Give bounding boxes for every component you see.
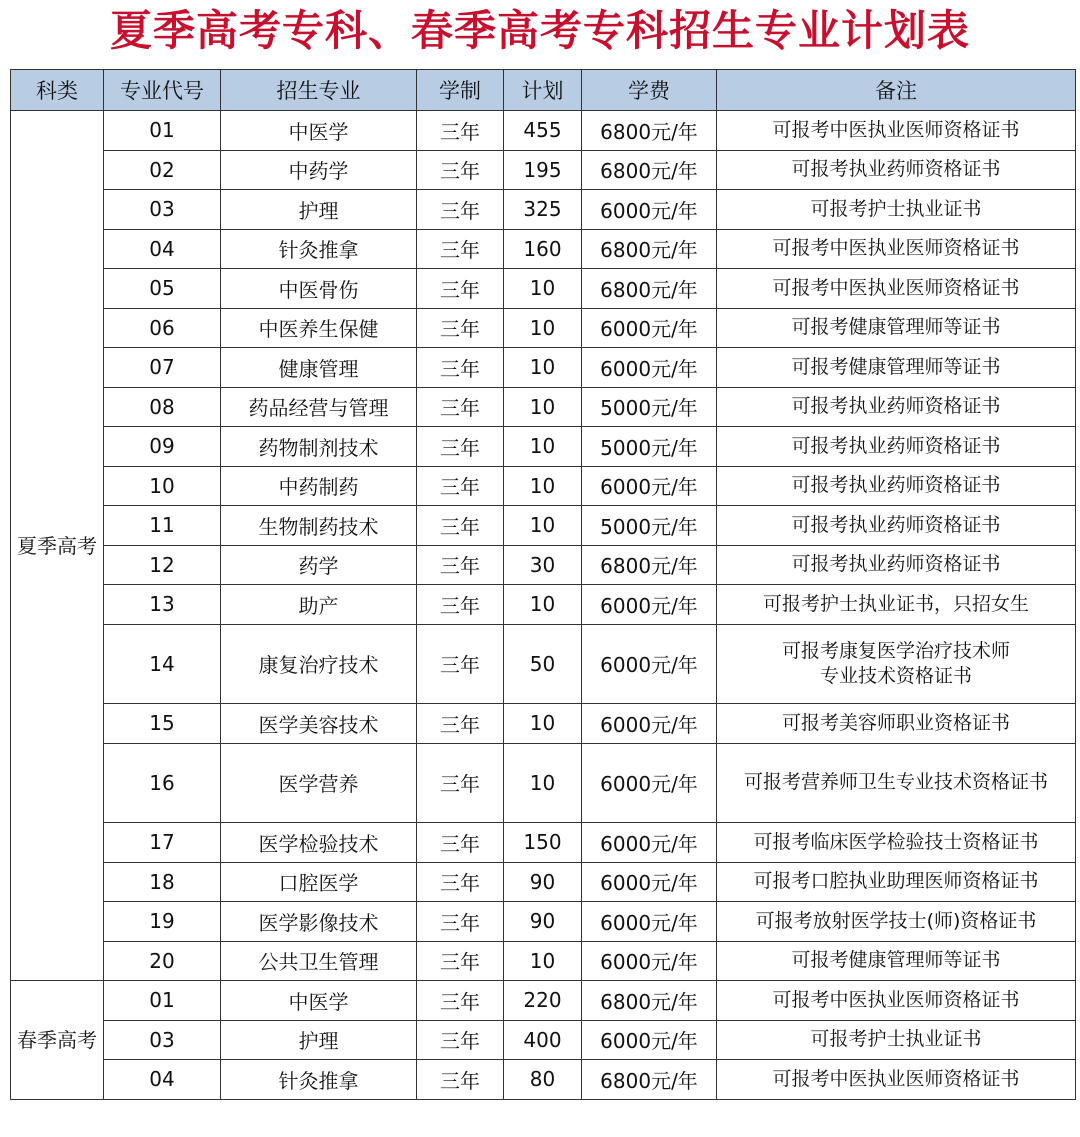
table-row — [11, 981, 1076, 1021]
plan-cell: 325 — [504, 190, 582, 230]
plan-cell: 220 — [504, 981, 582, 1021]
code-cell: 20 — [104, 941, 221, 981]
major-cell: 中医学 — [221, 111, 417, 151]
plan-cell: 400 — [504, 1020, 582, 1060]
table-row — [11, 823, 1076, 863]
column-header-code: 专业代号 — [104, 70, 221, 111]
code-cell: 18 — [104, 862, 221, 902]
plan-cell: 10 — [504, 743, 582, 823]
major-cell: 针灸推拿 — [221, 1060, 417, 1100]
fee-cell: 6800元/年 — [582, 981, 717, 1021]
major-cell: 医学影像技术 — [221, 902, 417, 942]
years-cell: 三年 — [417, 624, 504, 704]
remark-cell: 可报考护士执业证书，只招女生 — [717, 585, 1076, 625]
fee-cell: 5000元/年 — [582, 427, 717, 467]
table-row — [11, 1060, 1076, 1100]
fee-cell: 6000元/年 — [582, 743, 717, 823]
fee-cell: 6000元/年 — [582, 902, 717, 942]
remark-cell: 可报考健康管理师等证书 — [717, 308, 1076, 348]
table-row — [11, 545, 1076, 585]
code-cell: 14 — [104, 624, 221, 704]
plan-cell: 10 — [504, 387, 582, 427]
plan-cell: 10 — [504, 308, 582, 348]
remark-cell: 可报考执业药师资格证书 — [717, 387, 1076, 427]
remark-cell: 可报考执业药师资格证书 — [717, 545, 1076, 585]
table-row — [11, 743, 1076, 823]
major-cell: 助产 — [221, 585, 417, 625]
column-header-category: 科类 — [11, 70, 104, 111]
remark-cell: 可报考护士执业证书 — [717, 1020, 1076, 1060]
fee-cell: 5000元/年 — [582, 506, 717, 546]
remark-cell: 可报考营养师卫生专业技术资格证书 — [717, 743, 1076, 823]
code-cell: 03 — [104, 1020, 221, 1060]
years-cell: 三年 — [417, 506, 504, 546]
fee-cell: 6800元/年 — [582, 545, 717, 585]
major-cell: 公共卫生管理 — [221, 941, 417, 981]
table-row — [11, 348, 1076, 388]
table-body — [11, 111, 1076, 1100]
fee-cell: 6000元/年 — [582, 308, 717, 348]
table-row — [11, 862, 1076, 902]
code-cell: 12 — [104, 545, 221, 585]
plan-cell: 10 — [504, 427, 582, 467]
years-cell: 三年 — [417, 150, 504, 190]
remark-cell: 可报考执业药师资格证书 — [717, 466, 1076, 506]
major-cell: 生物制药技术 — [221, 506, 417, 546]
remark-cell: 可报考临床医学检验技士资格证书 — [717, 823, 1076, 863]
code-cell: 06 — [104, 308, 221, 348]
plan-cell: 30 — [504, 545, 582, 585]
code-cell: 02 — [104, 150, 221, 190]
years-cell: 三年 — [417, 466, 504, 506]
remark-cell: 可报考口腔执业助理医师资格证书 — [717, 862, 1076, 902]
plan-cell: 10 — [504, 506, 582, 546]
table-row — [11, 1020, 1076, 1060]
plan-cell: 10 — [504, 348, 582, 388]
fee-cell: 6000元/年 — [582, 585, 717, 625]
fee-cell: 6800元/年 — [582, 111, 717, 151]
code-cell: 04 — [104, 1060, 221, 1100]
fee-cell: 6000元/年 — [582, 466, 717, 506]
table-header-row — [11, 70, 1076, 111]
table-row — [11, 902, 1076, 942]
major-cell: 健康管理 — [221, 348, 417, 388]
code-cell: 08 — [104, 387, 221, 427]
years-cell: 三年 — [417, 545, 504, 585]
table-row — [11, 585, 1076, 625]
remark-cell: 可报考执业药师资格证书 — [717, 427, 1076, 467]
years-cell: 三年 — [417, 190, 504, 230]
fee-cell: 6800元/年 — [582, 229, 717, 269]
code-cell: 16 — [104, 743, 221, 823]
major-cell: 中医养生保健 — [221, 308, 417, 348]
table-row — [11, 387, 1076, 427]
fee-cell: 6000元/年 — [582, 1020, 717, 1060]
years-cell: 三年 — [417, 585, 504, 625]
column-header-years: 学制 — [417, 70, 504, 111]
years-cell: 三年 — [417, 981, 504, 1021]
table-row — [11, 190, 1076, 230]
remark-line-1: 可报考康复医学治疗技术师 — [781, 639, 1010, 662]
remark-cell: 可报考中医执业医师资格证书 — [717, 1060, 1076, 1100]
major-cell: 医学美容技术 — [221, 704, 417, 744]
table-row — [11, 427, 1076, 467]
remark-cell: 可报考健康管理师等证书 — [717, 941, 1076, 981]
fee-cell: 6800元/年 — [582, 150, 717, 190]
column-header-plan: 计划 — [504, 70, 582, 111]
code-cell: 04 — [104, 229, 221, 269]
remark-cell: 可报考美容师职业资格证书 — [717, 704, 1076, 744]
major-cell: 口腔医学 — [221, 862, 417, 902]
major-cell: 药学 — [221, 545, 417, 585]
years-cell: 三年 — [417, 1060, 504, 1100]
fee-cell: 6800元/年 — [582, 1060, 717, 1100]
table-row — [11, 269, 1076, 309]
years-cell: 三年 — [417, 269, 504, 309]
major-cell: 药品经营与管理 — [221, 387, 417, 427]
plan-cell: 80 — [504, 1060, 582, 1100]
page-title: 夏季高考专科、春季高考专科招生专业计划表 — [109, 6, 970, 55]
years-cell: 三年 — [417, 308, 504, 348]
major-cell: 医学检验技术 — [221, 823, 417, 863]
remark-cell: 可报考中医执业医师资格证书 — [717, 229, 1076, 269]
code-cell: 07 — [104, 348, 221, 388]
plan-cell: 10 — [504, 941, 582, 981]
years-cell: 三年 — [417, 348, 504, 388]
remark-cell: 可报考中医执业医师资格证书 — [717, 269, 1076, 309]
plan-cell: 160 — [504, 229, 582, 269]
major-cell: 药物制剂技术 — [221, 427, 417, 467]
years-cell: 三年 — [417, 743, 504, 823]
code-cell: 19 — [104, 902, 221, 942]
code-cell: 01 — [104, 111, 221, 151]
major-cell: 康复治疗技术 — [221, 624, 417, 704]
plan-cell: 90 — [504, 862, 582, 902]
plan-cell: 150 — [504, 823, 582, 863]
table-row — [11, 466, 1076, 506]
years-cell: 三年 — [417, 823, 504, 863]
years-cell: 三年 — [417, 941, 504, 981]
category-cell: 夏季高考 — [11, 111, 104, 981]
years-cell: 三年 — [417, 704, 504, 744]
code-cell: 13 — [104, 585, 221, 625]
fee-cell: 6000元/年 — [582, 941, 717, 981]
years-cell: 三年 — [417, 229, 504, 269]
column-header-fee: 学费 — [582, 70, 717, 111]
table-row — [11, 704, 1076, 744]
plan-cell: 90 — [504, 902, 582, 942]
category-cell: 春季高考 — [11, 981, 104, 1100]
table-row — [11, 941, 1076, 981]
remark-cell: 可报考放射医学技士(师)资格证书 — [717, 902, 1076, 942]
code-cell: 01 — [104, 981, 221, 1021]
major-cell: 护理 — [221, 190, 417, 230]
code-cell: 11 — [104, 506, 221, 546]
table-row — [11, 229, 1076, 269]
years-cell: 三年 — [417, 427, 504, 467]
years-cell: 三年 — [417, 902, 504, 942]
fee-cell: 6000元/年 — [582, 704, 717, 744]
plan-cell: 10 — [504, 704, 582, 744]
remark-cell: 可报考执业药师资格证书 — [717, 506, 1076, 546]
major-cell: 针灸推拿 — [221, 229, 417, 269]
table-row — [11, 111, 1076, 151]
remark-cell — [717, 624, 1076, 704]
major-cell: 中医骨伤 — [221, 269, 417, 309]
code-cell: 15 — [104, 704, 221, 744]
fee-cell: 6800元/年 — [582, 269, 717, 309]
remark-cell: 可报考健康管理师等证书 — [717, 348, 1076, 388]
fee-cell: 6000元/年 — [582, 348, 717, 388]
years-cell: 三年 — [417, 1020, 504, 1060]
remark-cell: 可报考中医执业医师资格证书 — [717, 111, 1076, 151]
fee-cell: 5000元/年 — [582, 387, 717, 427]
remark-cell: 可报考中医执业医师资格证书 — [717, 981, 1076, 1021]
fee-cell: 6000元/年 — [582, 862, 717, 902]
table-row — [11, 308, 1076, 348]
years-cell: 三年 — [417, 387, 504, 427]
years-cell: 三年 — [417, 111, 504, 151]
years-cell: 三年 — [417, 862, 504, 902]
table-row — [11, 624, 1076, 704]
major-cell: 医学营养 — [221, 743, 417, 823]
column-header-remark: 备注 — [717, 70, 1076, 111]
plan-cell: 10 — [504, 585, 582, 625]
remark-line-2: 专业技术资格证书 — [819, 664, 972, 687]
code-cell: 05 — [104, 269, 221, 309]
table-row — [11, 506, 1076, 546]
table-row — [11, 150, 1076, 190]
plan-cell: 10 — [504, 466, 582, 506]
fee-cell: 6000元/年 — [582, 823, 717, 863]
code-cell: 03 — [104, 190, 221, 230]
code-cell: 17 — [104, 823, 221, 863]
plan-cell: 455 — [504, 111, 582, 151]
code-cell: 10 — [104, 466, 221, 506]
plan-cell: 10 — [504, 269, 582, 309]
fee-cell: 6000元/年 — [582, 624, 717, 704]
enrollment-plan-table — [10, 69, 1076, 1100]
major-cell: 中药制药 — [221, 466, 417, 506]
major-cell: 中药学 — [221, 150, 417, 190]
plan-cell: 50 — [504, 624, 582, 704]
column-header-major: 招生专业 — [221, 70, 417, 111]
major-cell: 护理 — [221, 1020, 417, 1060]
remark-cell: 可报考护士执业证书 — [717, 190, 1076, 230]
remark-cell: 可报考执业药师资格证书 — [717, 150, 1076, 190]
code-cell: 09 — [104, 427, 221, 467]
fee-cell: 6000元/年 — [582, 190, 717, 230]
plan-cell: 195 — [504, 150, 582, 190]
major-cell: 中医学 — [221, 981, 417, 1021]
